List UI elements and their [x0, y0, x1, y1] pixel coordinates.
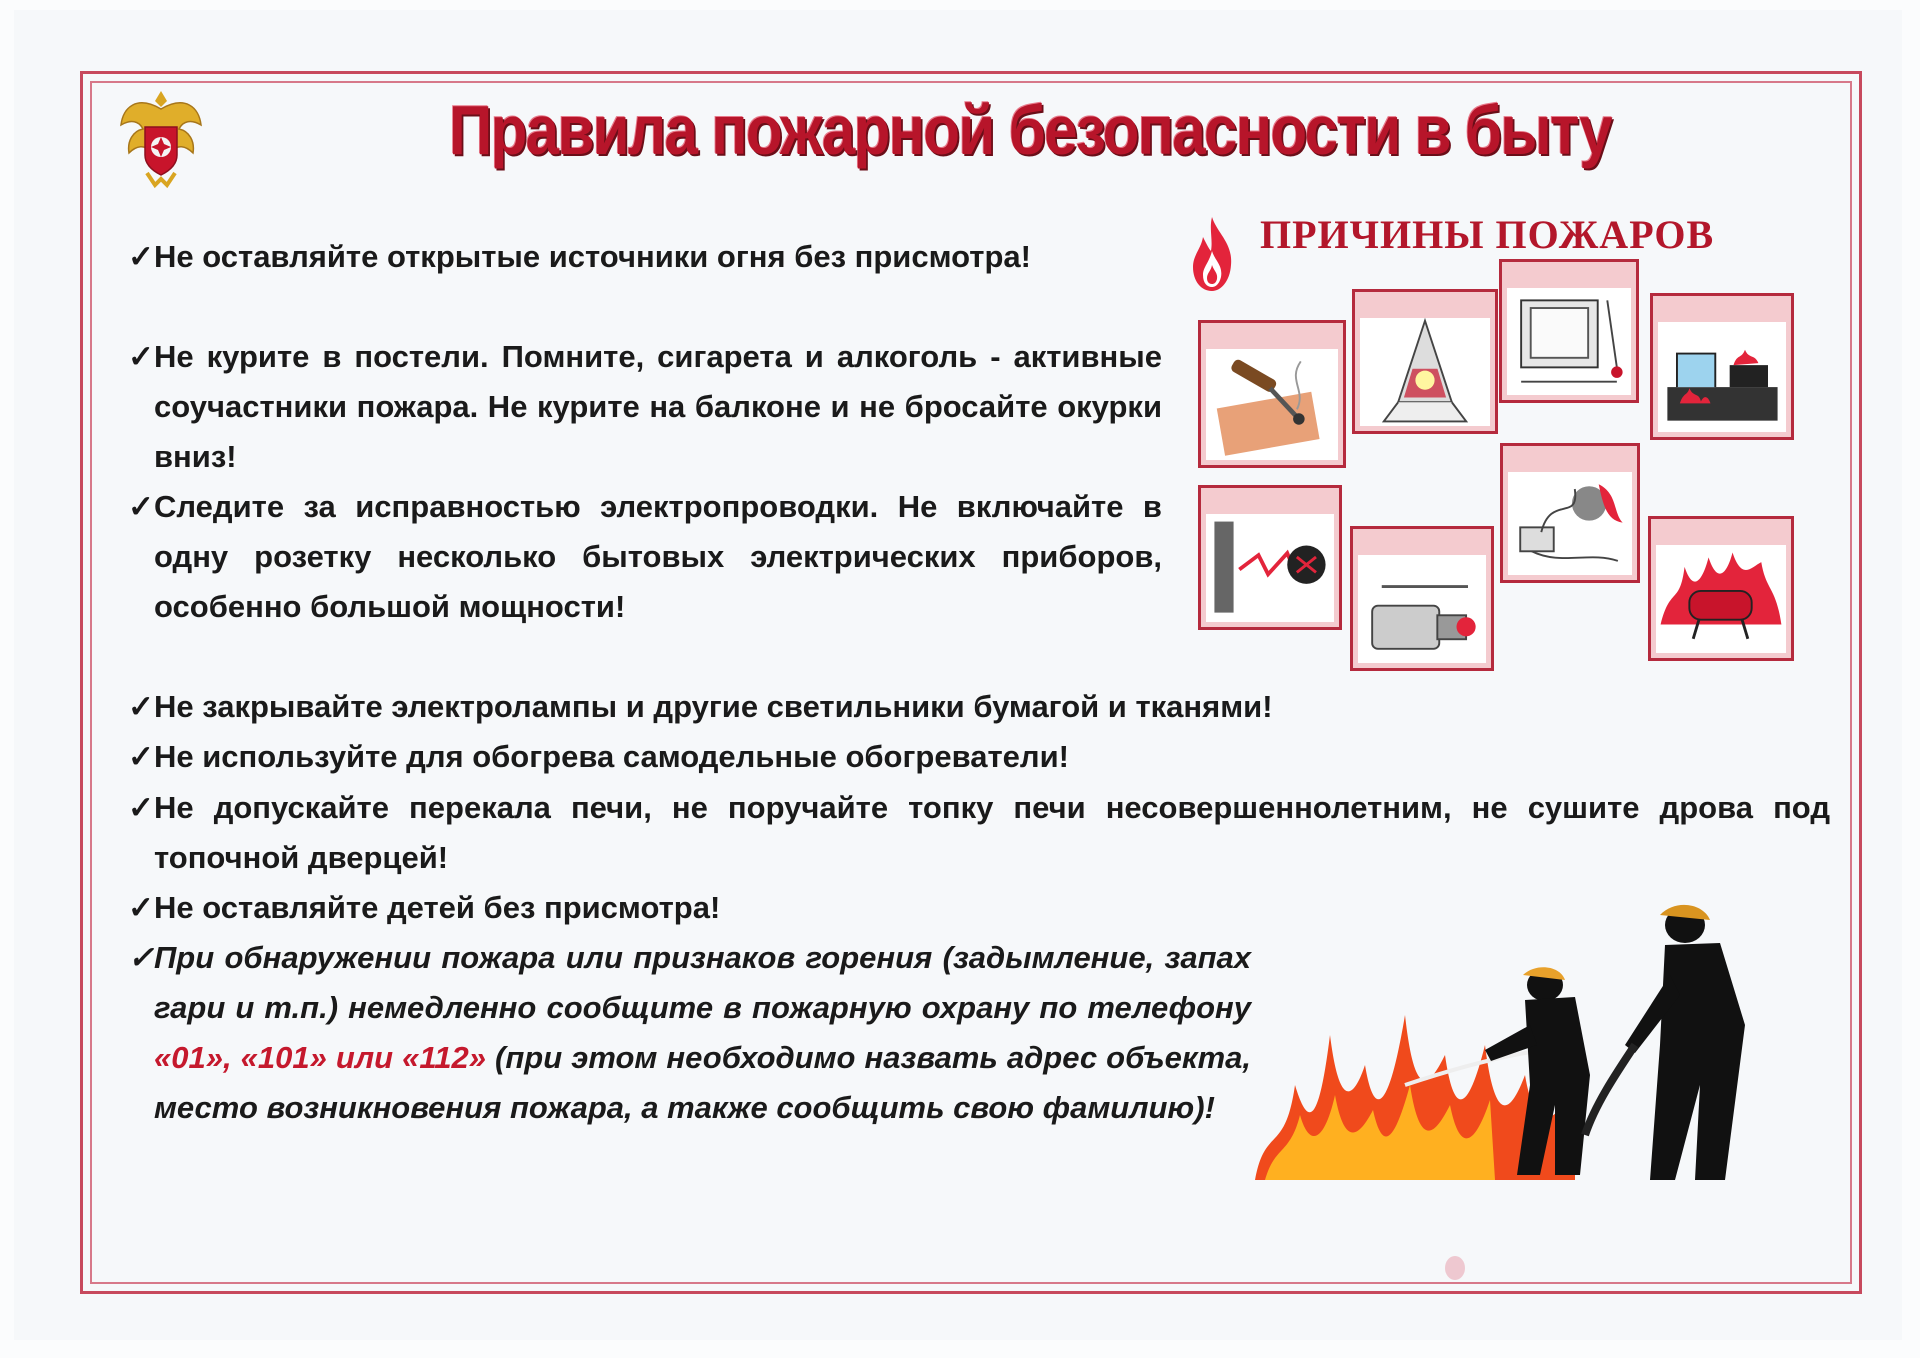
rule-item	[128, 482, 1162, 632]
rule-text: Не курите в постели. Помните, сигарета и алкоголь - активные соучастники пожара. Не курите на балконе и не бросайте окурки вниз!	[154, 339, 1162, 474]
stove-pot-icon	[1653, 296, 1791, 437]
cause-card	[1350, 526, 1494, 671]
rule-item	[128, 332, 1162, 482]
emergency-text-after: (при этом необходимо назвать адрес объекта, место возникновения пожара, а также сообщить свою фамилию)!	[154, 1040, 1251, 1125]
check-mark: ✓	[128, 790, 154, 825]
rule-text: Следите за исправностью электропроводки. Не включайте в одну розетку несколько бытовых электрических приборов, особенно большой мощности!	[154, 489, 1162, 624]
cause-card	[1198, 485, 1342, 630]
cause-card	[1648, 516, 1794, 661]
rule-item	[128, 783, 1830, 883]
damaged-wiring-icon	[1201, 488, 1339, 627]
rule-item	[128, 682, 1830, 732]
rule-item	[128, 232, 1162, 282]
lamp-icon	[1355, 292, 1495, 431]
emergency-rule	[128, 933, 1251, 1133]
tv-icon	[1502, 262, 1636, 400]
check-mark: ✓	[128, 489, 154, 524]
ink-smudge	[1440, 1252, 1470, 1284]
rule-text: Не закрывайте электролампы и другие светильники бумагой и тканями!	[154, 689, 1273, 724]
rule-text: Не используйте для обогрева самодельные обогреватели!	[154, 739, 1069, 774]
cause-card	[1650, 293, 1794, 440]
check-mark: ✓	[128, 689, 154, 724]
check-mark: ✓	[128, 739, 154, 774]
poster-title: Правила пожарной безопасности в быту	[449, 91, 1611, 169]
flame-icon	[1187, 215, 1237, 295]
mchs-emblem-icon	[117, 85, 205, 191]
causes-title: ПРИЧИНЫ ПОЖАРОВ	[1260, 212, 1715, 257]
rule-text: Не допускайте перекала печи, не поручайте топку печи несовершеннолетним, не сушите дрова под топочной дверцей!	[154, 790, 1830, 875]
overloaded-socket-icon	[1503, 446, 1637, 580]
homemade-heater-icon	[1651, 519, 1791, 658]
cause-card	[1499, 259, 1639, 403]
check-mark: ✓	[128, 339, 154, 374]
cause-card	[1198, 320, 1346, 468]
cause-card	[1352, 289, 1498, 434]
soldering-iron-icon	[1201, 323, 1343, 465]
check-mark: ✓	[128, 890, 154, 925]
firefighters-icon	[1255, 885, 1815, 1185]
homemade-fuse-icon	[1353, 529, 1491, 668]
emergency-text-before: При обнаружении пожара или признаков горения (задымление, запах гари и т.п.) немедленно сообщите в пожарную охрану по телефону	[154, 940, 1251, 1025]
rule-item	[128, 732, 1830, 782]
check-mark: ✓	[128, 239, 154, 274]
rule-text: Не оставляйте детей без присмотра!	[154, 890, 721, 925]
check-mark: ✓	[128, 940, 154, 975]
cause-card	[1500, 443, 1640, 583]
emergency-phone-numbers: «01», «101» или «112»	[154, 1040, 486, 1075]
rule-text: Не оставляйте открытые источники огня без присмотра!	[154, 239, 1031, 274]
